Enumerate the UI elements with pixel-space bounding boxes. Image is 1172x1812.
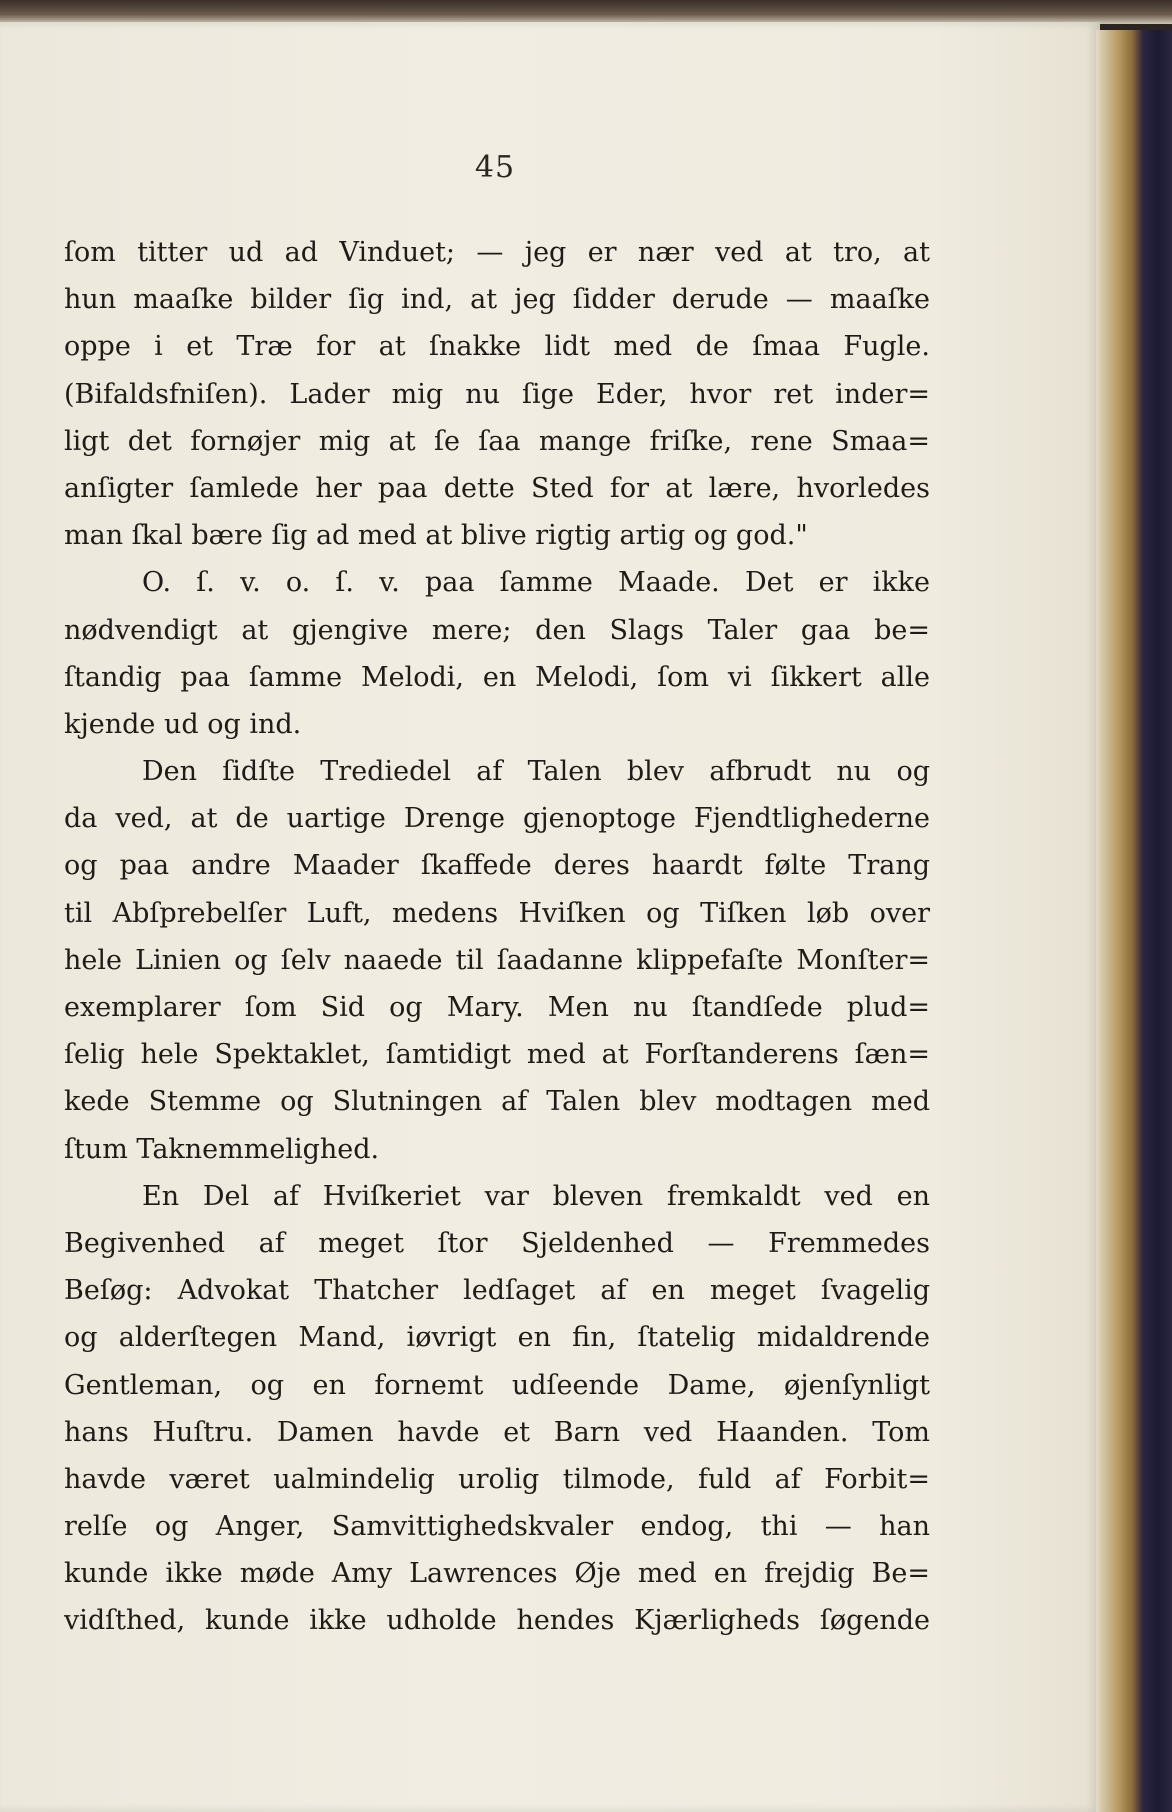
- text-line: kunde ikke møde Amy Lawrences Øje med en frejdig Be=: [64, 1558, 930, 1590]
- page-number: 45: [474, 150, 516, 185]
- text-line: havde været ualmindelig urolig tilmode, fuld af Forbit=: [64, 1463, 930, 1495]
- text-line: til Abſprebelſer Luft, medens Hviſken og Tiſken løb over: [64, 897, 930, 929]
- text-line: oppe i et Træ for at ſnakke lidt med de ſmaa Fugle.: [64, 331, 930, 363]
- text-line: Begivenhed af meget ſtor Sjeldenhed — Fremmedes: [64, 1227, 930, 1259]
- text-line: vidſthed, kunde ikke udholde hendes Kjærligheds ſøgende: [64, 1605, 930, 1637]
- text-line: O. ſ. v. o. ſ. v. paa ſamme Maade. Det er ikke: [142, 567, 930, 599]
- text-line: man ſkal bære ſig ad med at blive rigtig artig og god.": [64, 520, 808, 552]
- text-line: hun maaſke bilder ſig ind, at jeg ſidder derude — maaſke: [64, 284, 930, 316]
- text-line: hele Linien og ſelv naaede til ſaadanne klippefaſte Monſter=: [64, 944, 930, 976]
- book-page: [0, 22, 1100, 1812]
- text-line: (Bifaldsfniſen). Lader mig nu ſige Eder, hvor ret inder=: [64, 378, 930, 410]
- text-line: ſtum Taknemmelighed.: [64, 1133, 380, 1165]
- text-line: En Del af Hviſkeriet var bleven fremkaldt ved en: [142, 1180, 930, 1212]
- text-line: Beſøg: Advokat Thatcher ledſaget af en meget ſvagelig: [64, 1275, 930, 1307]
- body-text: [64, 229, 930, 1645]
- text-line: ſelig hele Spektaklet, ſamtidigt med at Forſtanderens ſæn=: [64, 1039, 930, 1071]
- text-line: ligt det fornøjer mig at ſe ſaa mange friſke, rene Smaa=: [64, 425, 930, 457]
- book-binding: [1100, 30, 1172, 1812]
- text-line: ſtandig paa ſamme Melodi, en Melodi, ſom vi ſikkert alle: [64, 661, 930, 693]
- text-line: og alderſtegen Mand, iøvrigt en fin, ſtatelig midaldrende: [64, 1322, 930, 1354]
- text-line: nødvendigt at gjengive mere; den Slags Taler gaa be=: [64, 614, 930, 646]
- text-line: kjende ud og ind.: [64, 708, 302, 740]
- text-line: relſe og Anger, Samvittighedskvaler endog, thi — han: [64, 1511, 930, 1543]
- text-line: anſigter ſamlede her paa dette Sted for at lære, hvorledes: [64, 472, 930, 504]
- text-line: exemplarer ſom Sid og Mary. Men nu ſtandſede plud=: [64, 992, 930, 1023]
- text-line: hans Huſtru. Damen havde et Barn ved Haanden. Tom: [64, 1416, 930, 1448]
- text-line: Gentleman, og en fornemt udſeende Dame, øjenſynligt: [64, 1369, 930, 1401]
- text-line: Den ſidſte Trediedel af Talen blev afbrudt nu og: [142, 756, 930, 788]
- text-line: ſom titter ud ad Vinduet; — jeg er nær ved at tro, at: [64, 237, 930, 268]
- text-line: kede Stemme og Slutningen af Talen blev modtagen med: [64, 1086, 930, 1118]
- book-top-edge: [0, 0, 1172, 24]
- text-line: og paa andre Maader ſkaffede deres haardt følte Trang: [64, 850, 930, 882]
- text-line: da ved, at de uartige Drenge gjenoptoge Fjendtlighederne: [64, 803, 930, 835]
